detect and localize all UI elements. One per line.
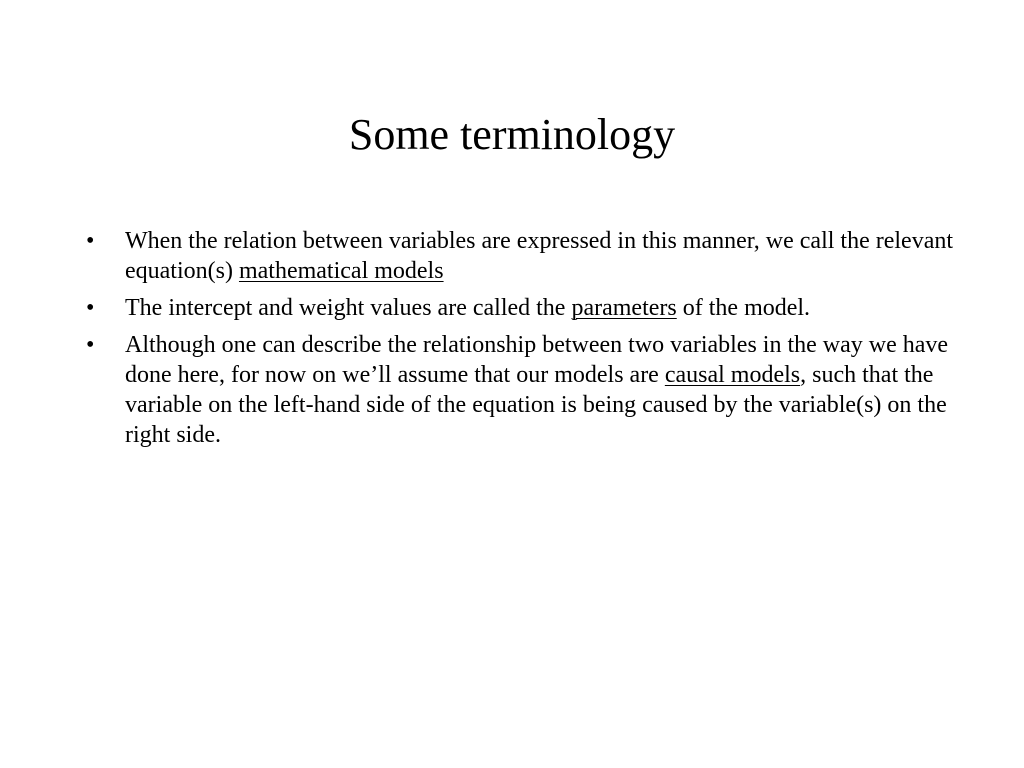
- bullet-text: The intercept and weight values are called the: [125, 295, 572, 321]
- bullet-icon: •: [86, 295, 95, 321]
- bullet-text: When the relation between variables are expressed in this manner, we call the relevant equation(s): [125, 228, 954, 284]
- bullet-item-causal-models: [86, 330, 956, 450]
- underlined-term: parameters: [571, 295, 677, 321]
- bullet-icon: •: [86, 228, 95, 254]
- bullet-text-end: of the model.: [676, 295, 811, 321]
- slide-title: Some terminology: [348, 110, 676, 159]
- bullet-text-end: , such that the variable on the left-hand side of the equation is being caused by the variable(s) on the right side.: [125, 362, 947, 448]
- bullet-icon: •: [86, 332, 95, 358]
- bullet-item-parameters: [86, 293, 956, 323]
- bullet-text: Although one can describe the relationship between two variables in the way we have done here, for now on we’ll assume that our models are: [125, 332, 949, 388]
- underlined-term: mathematical models: [238, 258, 444, 284]
- bullet-list: [86, 226, 956, 457]
- bullet-item-mathematical-models: [86, 226, 956, 286]
- underlined-term: causal models: [664, 362, 801, 388]
